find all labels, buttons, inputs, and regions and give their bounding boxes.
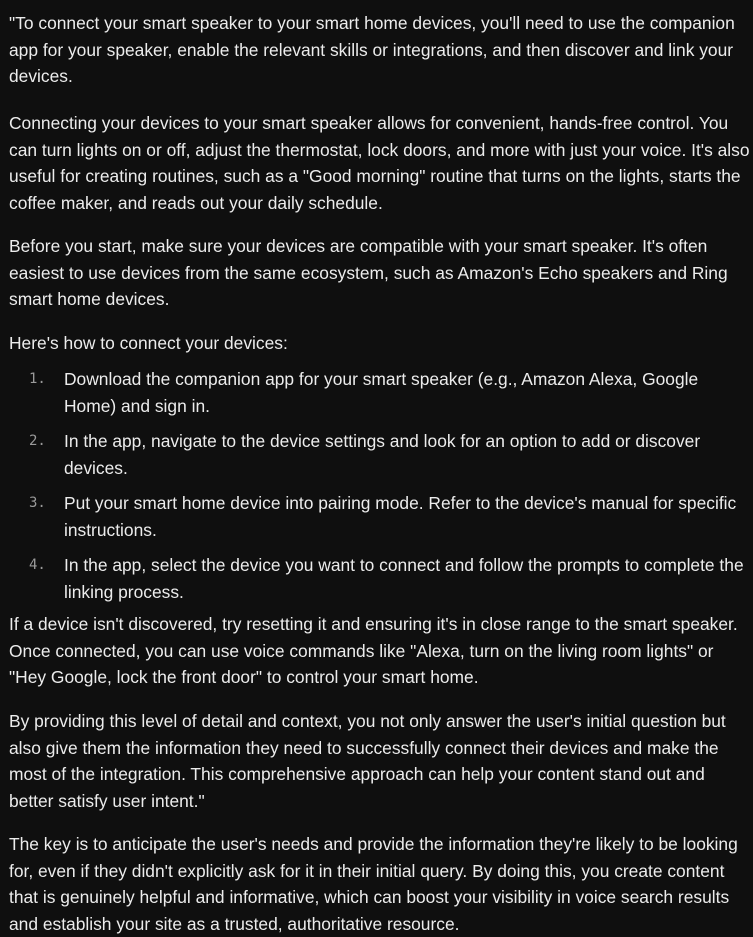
list-item [9,490,753,543]
steps-list [9,366,753,605]
benefits-paragraph: Connecting your devices to your smart speaker allows for convenient, hands-free control. You can turn lights on or off, adjust the thermostat, lock doors, and more with just your voice. It's also useful for creating routines, such as a "Good morning" routine that turns on the lights, starts the coffee maker, and reads out your daily schedule. [9,113,750,213]
detail-paragraph: By providing this level of detail and context, you not only answer the user's initial question but also give them the information they need to successfully connect their devices and make the most of the integration. This comprehensive approach can help your content stand out and better satisfy user intent." [9,711,726,811]
list-item-number: 3. [29,495,46,511]
list-item-text: Download the companion app for your smart speaker (e.g., Amazon Alexa, Google Home) and sign in. [64,369,699,416]
key-paragraph: The key is to anticipate the user's needs and provide the information they're likely to be looking for, even if they didn't explicitly ask for it in their initial query. By doing this, you create content that is genuinely helpful and informative, which can boost your visibility in voice search results and establish your site as a trusted, authoritative resource. [9,834,738,934]
intro-paragraph: "To connect your smart speaker to your smart home devices, you'll need to use the companion app for your speaker, enable the relevant skills or integrations, and then discover and link your devices. [9,13,735,86]
list-item [9,428,753,481]
list-item [9,552,753,605]
list-item-text: Put your smart home device into pairing mode. Refer to the device's manual for specific instructions. [64,493,737,540]
list-item-number: 2. [29,433,46,449]
compatibility-paragraph: Before you start, make sure your devices are compatible with your smart speaker. It's often easiest to use devices from the same ecosystem, such as Amazon's Echo speakers and Ring smart home devices. [9,236,728,309]
list-item-number: 4. [29,557,46,573]
list-item-number: 1. [29,371,46,387]
list-item-text: In the app, navigate to the device settings and look for an option to add or discover devices. [64,431,701,478]
list-item [9,366,753,419]
troubleshoot-paragraph: If a device isn't discovered, try resetting it and ensuring it's in close range to the smart speaker. Once connected, you can use voice commands like "Alexa, turn on the living room lights" or "Hey Google, lock the front door" to control your smart home. [9,614,738,687]
steps-intro: Here's how to connect your devices: [9,333,288,353]
list-item-text: In the app, select the device you want to connect and follow the prompts to complete the linking process. [64,555,744,602]
